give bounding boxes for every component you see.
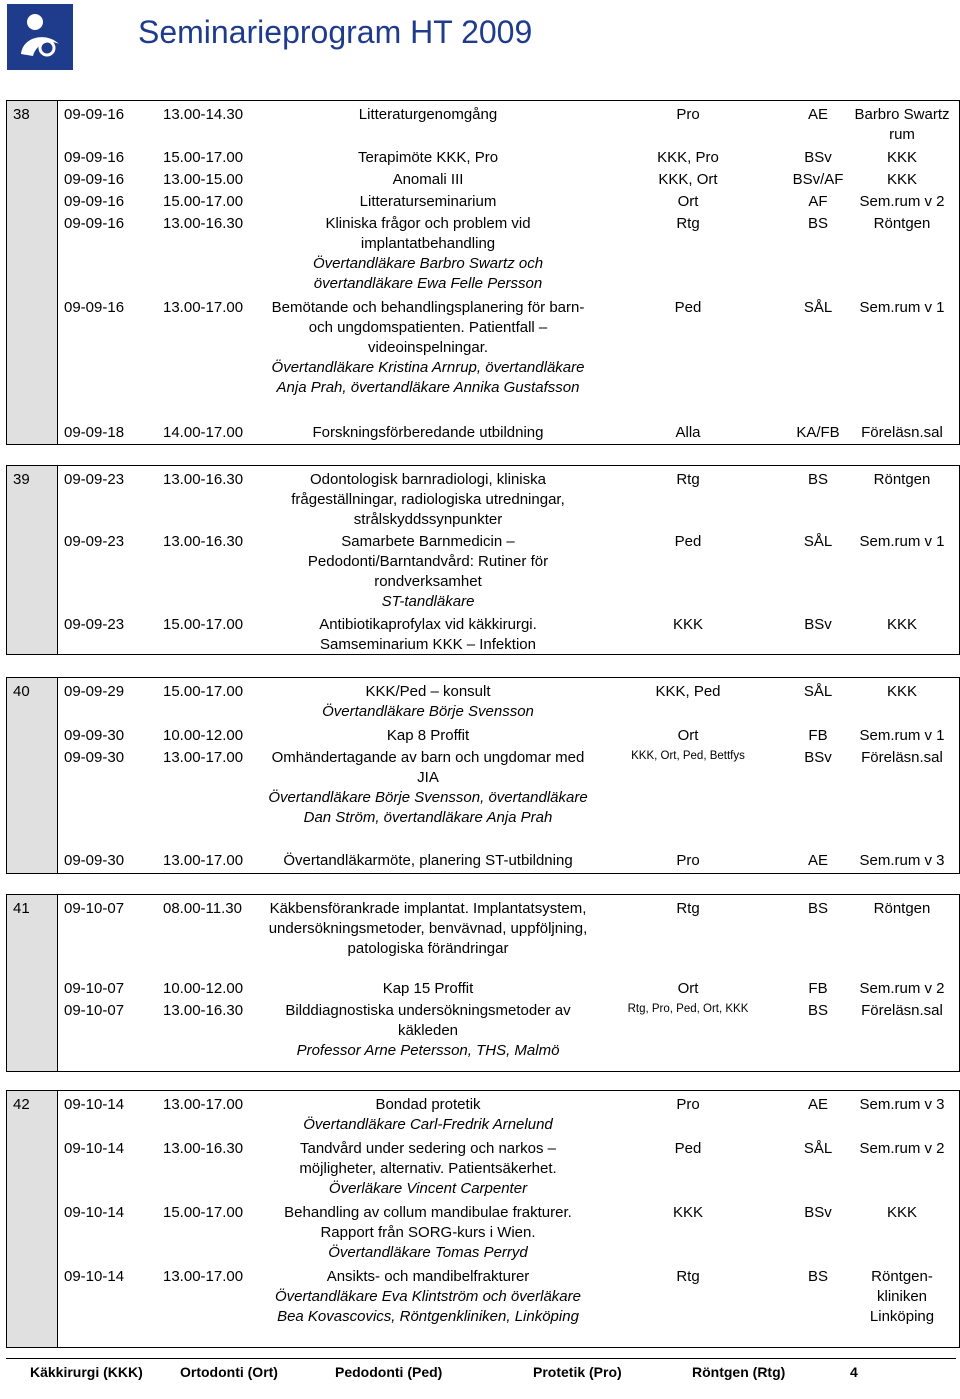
schedule-row (58, 148, 959, 170)
responsible-cell: FB (808, 727, 828, 744)
date-cell: 09-10-14 (64, 1204, 125, 1221)
schedule-row (58, 214, 959, 298)
group-cell: Ort (677, 727, 699, 744)
topic-cell (263, 851, 593, 873)
topic-cell (263, 615, 593, 653)
responsible-cell: BSv/AF (792, 171, 844, 188)
time-cell: 13.00-16.30 (163, 215, 244, 232)
topic-text: Kliniska frågor och problem vid implantatbehandling (325, 215, 531, 252)
responsible-cell: SÅL (803, 683, 833, 700)
group-cell: KKK, Ort, Ped, Bettfys (631, 750, 745, 762)
legend-rtg: Röntgen (Rtg) (692, 1364, 786, 1380)
room-cell: Sem.rum v 1 (859, 727, 945, 744)
group-cell: KKK (672, 616, 703, 633)
room-cell: KKK (886, 149, 917, 166)
group-cell: KKK, Pro (657, 149, 719, 166)
topic-cell (263, 1001, 593, 1067)
group-cell: Ped (674, 533, 702, 550)
legend-pro: Protetik (Pro) (533, 1364, 622, 1380)
time-cell: 13.00-16.30 (163, 533, 244, 550)
group-cell: Pro (676, 852, 700, 869)
week-block (6, 465, 960, 655)
topic-text: Bemötande och behandlingsplanering för barn- och ungdomspatienten. Patientfall – videoinspelningar. (271, 299, 585, 356)
group-cell: KKK, Ort (658, 171, 718, 188)
room-cell: Föreläsn.sal (861, 1002, 943, 1019)
responsible-cell: AE (807, 1096, 828, 1113)
date-cell: 09-09-16 (64, 149, 125, 166)
topic-cell (263, 1139, 593, 1203)
room-cell: KKK (886, 616, 917, 633)
responsible-cell: AE (807, 106, 828, 123)
responsible-cell: BSv (804, 1204, 832, 1221)
topic-cell (263, 899, 593, 979)
schedule-row (58, 899, 959, 979)
topic-cell (263, 1203, 593, 1267)
room-cell: Sem.rum v 2 (859, 193, 945, 210)
lecturer-text: Överläkare Vincent Carpenter (328, 1180, 528, 1197)
date-cell: 09-10-07 (64, 1002, 125, 1019)
date-cell: 09-09-16 (64, 215, 125, 232)
schedule-row (58, 682, 959, 726)
schedule-row (58, 423, 959, 445)
responsible-cell: BS (807, 900, 828, 917)
lecturer-text: ST-tandläkare (381, 593, 475, 610)
topic-cell (263, 105, 593, 148)
date-cell: 09-09-23 (64, 533, 125, 550)
topic-cell (263, 532, 593, 615)
week-block (6, 100, 960, 445)
week-block (6, 677, 960, 874)
topic-cell (263, 298, 593, 423)
topic-text: Övertandläkarmöte, planering ST-utbildning (283, 852, 573, 869)
responsible-cell: SÅL (803, 533, 833, 550)
group-cell: Pro (676, 1096, 700, 1113)
schedule-row (58, 470, 959, 532)
topic-text: KKK/Ped – konsult (365, 683, 491, 700)
room-cell: Röntgen (873, 471, 931, 488)
legend-kkk: Käkkirurgi (KKK) (30, 1364, 143, 1380)
time-cell: 13.00-14.30 (163, 106, 244, 123)
topic-text: Antibiotikaprofylax vid käkkirurgi. Samseminarium KKK – Infektion (319, 616, 537, 653)
lecturer-text: Övertandläkare Eva Klintström och överläkare Bea Kovascovics, Röntgenkliniken, Linköping (275, 1288, 581, 1325)
topic-text: Forskningsförberedande utbildning (312, 424, 544, 441)
schedule-row (58, 726, 959, 748)
responsible-cell: BS (807, 215, 828, 232)
topic-text: Käkbensförankrade implantat. Implantatsystem, undersökningsmetoder, benvävnad, uppföljning, patologiska förändringar (268, 900, 588, 957)
room-cell: Sem.rum v 2 (859, 980, 945, 997)
responsible-cell: BS (807, 471, 828, 488)
topic-text: Anomali III (392, 171, 464, 188)
room-cell: Barbro Swartz rum (854, 106, 950, 143)
topic-text: Litteraturgenomgång (358, 106, 498, 123)
date-cell: 09-09-16 (64, 106, 125, 123)
group-cell: KKK, Ped (655, 683, 721, 700)
time-cell: 13.00-17.00 (163, 1268, 244, 1285)
topic-text: Behandling av collum mandibulae frakturer. Rapport från SORG-kurs i Wien. (284, 1204, 572, 1241)
topic-text: Bondad protetik (375, 1096, 481, 1113)
responsible-cell: SÅL (803, 1140, 833, 1157)
room-cell: Röntgen (873, 215, 931, 232)
room-cell: Föreläsn.sal (861, 749, 943, 766)
page-title: Seminarieprogram HT 2009 (138, 14, 533, 50)
schedule-row (58, 298, 959, 423)
date-cell: 09-09-30 (64, 852, 125, 869)
logo-icon (7, 4, 73, 70)
schedule-row (58, 851, 959, 873)
time-cell: 13.00-17.00 (163, 852, 244, 869)
topic-text: Odontologisk barnradiologi, kliniska frågeställningar, radiologiska utredningar, strålskyddssynpunkter (291, 471, 565, 528)
group-cell: Ort (677, 193, 699, 210)
room-cell: KKK (886, 1204, 917, 1221)
date-cell: 09-09-16 (64, 299, 125, 316)
topic-text: Ansikts- och mandibelfrakturer (326, 1268, 530, 1285)
legend-ped: Pedodonti (Ped) (335, 1364, 443, 1380)
topic-cell (263, 1267, 593, 1347)
responsible-cell: FB (808, 980, 828, 997)
group-cell: Pro (676, 106, 700, 123)
time-cell: 10.00-12.00 (163, 727, 244, 744)
room-cell: Föreläsn.sal (861, 424, 943, 441)
topic-cell (263, 726, 593, 748)
date-cell: 09-10-14 (64, 1096, 125, 1113)
room-cell: Sem.rum v 3 (859, 1096, 945, 1113)
topic-cell (263, 148, 593, 170)
topic-cell (263, 192, 593, 214)
responsible-cell: BSv (804, 149, 832, 166)
responsible-cell: SÅL (803, 299, 833, 316)
schedule-row (58, 105, 959, 148)
group-cell: KKK (672, 1204, 703, 1221)
time-cell: 15.00-17.00 (163, 683, 244, 700)
lecturer-text: Övertandläkare Börje Svensson (322, 703, 534, 720)
schedule-row (58, 748, 959, 851)
schedule-row (58, 1267, 959, 1347)
time-cell: 13.00-16.30 (163, 471, 244, 488)
group-cell: Rtg, Pro, Ped, Ort, KKK (627, 1003, 749, 1015)
room-cell: Sem.rum v 1 (859, 299, 945, 316)
group-cell: Rtg (676, 900, 700, 917)
responsible-cell: KA/FB (796, 424, 840, 441)
topic-text: Samarbete Barnmedicin – Pedodonti/Barntandvård: Rutiner för rondverksamhet (307, 533, 549, 590)
topic-cell (263, 214, 593, 298)
schedule-row (58, 615, 959, 653)
date-cell: 09-10-07 (64, 980, 125, 997)
time-cell: 13.00-16.30 (163, 1002, 244, 1019)
responsible-cell: BSv (804, 749, 832, 766)
date-cell: 09-09-30 (64, 749, 125, 766)
room-cell: Sem.rum v 3 (859, 852, 945, 869)
time-cell: 14.00-17.00 (163, 424, 244, 441)
topic-text: Bilddiagnostiska undersökningsmetoder av käkleden (285, 1002, 571, 1039)
legend-ort: Ortodonti (Ort) (180, 1364, 278, 1380)
topic-text: Kap 15 Proffit (382, 980, 474, 997)
room-cell: Röntgen (873, 900, 931, 917)
topic-cell (263, 170, 593, 192)
topic-text: Kap 8 Proffit (386, 727, 470, 744)
date-cell: 09-09-29 (64, 683, 125, 700)
group-cell: Ped (674, 299, 702, 316)
schedule-row (58, 532, 959, 615)
lecturer-text: Övertandläkare Kristina Arnrup, övertandläkare Anja Prah, övertandläkare Annika Gustafsson (271, 359, 585, 396)
responsible-cell: AE (807, 852, 828, 869)
topic-cell (263, 470, 593, 532)
lecturer-text: Övertandläkare Barbro Swartz och övertandläkare Ewa Felle Persson (312, 255, 544, 292)
time-cell: 15.00-17.00 (163, 1204, 244, 1221)
topic-cell (263, 423, 593, 445)
time-cell: 13.00-17.00 (163, 1096, 244, 1113)
room-cell: KKK (886, 683, 917, 700)
topic-cell (263, 748, 593, 851)
room-cell: Röntgen-kliniken Linköping (869, 1268, 935, 1325)
responsible-cell: AF (808, 193, 828, 210)
footer-legend (30, 1360, 950, 1396)
topic-text: Terapimöte KKK, Pro (357, 149, 499, 166)
date-cell: 09-09-16 (64, 171, 125, 188)
schedule-row (58, 1001, 959, 1067)
lecturer-text: Övertandläkare Tomas Perryd (328, 1244, 528, 1261)
group-cell: Rtg (676, 1268, 700, 1285)
responsible-cell: BS (807, 1268, 828, 1285)
week-number: 42 (7, 1091, 58, 1347)
date-cell: 09-09-23 (64, 616, 125, 633)
topic-cell (263, 1095, 593, 1139)
schedule-row (58, 1139, 959, 1203)
time-cell: 08.00-11.30 (163, 900, 242, 917)
group-cell: Ort (677, 980, 699, 997)
schedule-row (58, 170, 959, 192)
schedule-row (58, 192, 959, 214)
schedule-row (58, 979, 959, 1001)
room-cell: Sem.rum v 2 (859, 1140, 945, 1157)
page-number: 4 (850, 1364, 858, 1380)
lecturer-text: Professor Arne Petersson, THS, Malmö (296, 1042, 560, 1059)
room-cell: KKK (886, 171, 917, 188)
topic-text: Tandvård under sedering och narkos – möjligheter, alternativ. Patientsäkerhet. (299, 1140, 557, 1177)
group-cell: Alla (675, 424, 701, 441)
time-cell: 15.00-17.00 (163, 149, 244, 166)
topic-text: Litteraturseminarium (359, 193, 497, 210)
date-cell: 09-10-14 (64, 1268, 125, 1285)
responsible-cell: BS (807, 1002, 828, 1019)
time-cell: 13.00-17.00 (163, 299, 244, 316)
topic-text: Omhändertagande av barn och ungdomar med JIA (271, 749, 585, 786)
group-cell: Rtg (676, 215, 700, 232)
week-block (6, 1090, 960, 1348)
topic-cell (263, 979, 593, 1001)
week-number: 38 (7, 101, 58, 444)
topic-cell (263, 682, 593, 726)
time-cell: 13.00-15.00 (163, 171, 244, 188)
date-cell: 09-09-18 (64, 424, 125, 441)
date-cell: 09-09-16 (64, 193, 125, 210)
schedule-row (58, 1095, 959, 1139)
responsible-cell: BSv (804, 616, 832, 633)
footer-divider (6, 1358, 956, 1359)
time-cell: 15.00-17.00 (163, 193, 244, 210)
date-cell: 09-10-07 (64, 900, 125, 917)
group-cell: Ped (674, 1140, 702, 1157)
date-cell: 09-10-14 (64, 1140, 125, 1157)
time-cell: 15.00-17.00 (163, 616, 244, 633)
group-cell: Rtg (676, 471, 700, 488)
time-cell: 13.00-17.00 (163, 749, 244, 766)
week-number: 40 (7, 678, 58, 873)
lecturer-text: Övertandläkare Carl-Fredrik Arnelund (303, 1116, 553, 1133)
date-cell: 09-09-30 (64, 727, 125, 744)
week-number: 41 (7, 895, 58, 1071)
lecturer-text: Övertandläkare Börje Svensson, övertandläkare Dan Ström, övertandläkare Anja Prah (268, 789, 588, 826)
date-cell: 09-09-23 (64, 471, 125, 488)
schedule-row (58, 1203, 959, 1267)
time-cell: 13.00-16.30 (163, 1140, 244, 1157)
week-block (6, 894, 960, 1072)
room-cell: Sem.rum v 1 (859, 533, 945, 550)
week-number: 39 (7, 466, 58, 654)
time-cell: 10.00-12.00 (163, 980, 244, 997)
